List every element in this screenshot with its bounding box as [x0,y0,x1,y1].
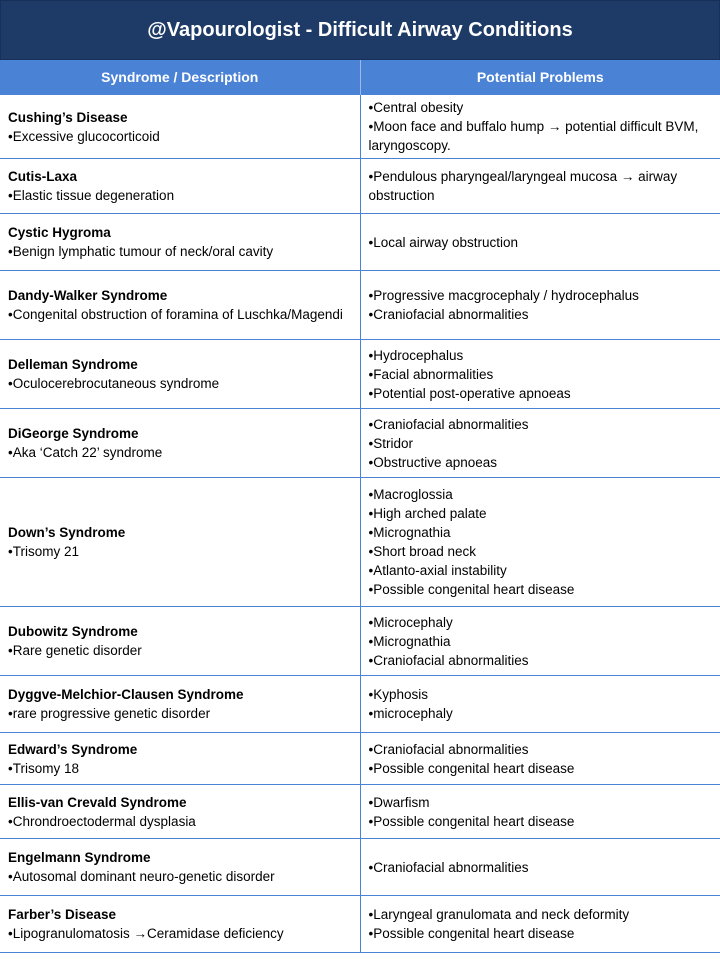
syndrome-cell [0,733,360,785]
table-row [0,214,720,271]
table-row [0,785,720,839]
syndrome-cell [0,271,360,340]
problem-item: •Potential post-operative apnoeas [368,385,571,401]
syndrome-description: •Rare genetic disorder [8,643,142,658]
table-row [0,607,720,676]
problems-cell [360,839,720,896]
problem-item: •Local airway obstruction [368,234,519,250]
problem-item: •Progressive macgrocephaly / hydrocephalus [368,288,639,303]
problem-item: •Atlanto-axial instability [368,563,507,578]
syndrome-description: •Trisomy 21 [8,544,79,559]
syndrome-cell [0,340,360,409]
syndrome-name: Down’s Syndrome [8,525,126,540]
problem-item: •Kyphosis [368,687,429,702]
problem-item: •Craniofacial abnormalities [368,416,529,432]
syndrome-name: Dubowitz Syndrome [8,624,138,639]
problem-item: •Craniofacial abnormalities [368,741,529,757]
syndrome-name: Cushing’s Disease [8,109,128,125]
problems-cell [360,409,720,478]
table-body [0,95,720,953]
table-row [0,95,720,159]
syndrome-name: Delleman Syndrome [8,357,138,372]
syndrome-cell [0,409,360,478]
problem-item: •Craniofacial abnormalities [368,652,529,668]
problem-item: •Possible congenital heart disease [368,760,575,776]
problem-item: •Possible congenital heart disease [368,582,575,597]
problem-item: •High arched palate [368,506,487,521]
table-row [0,159,720,214]
problem-item: •Facial abnormalities [368,366,494,382]
syndrome-description: •Aka ‘Catch 22’ syndrome [8,445,163,460]
problems-cell [360,785,720,839]
table-row [0,676,720,733]
problem-item: •Laryngeal granulomata and neck deformity [368,907,630,922]
syndrome-description: •Excessive glucocorticoid [8,128,160,144]
problems-cell [360,676,720,733]
syndrome-cell [0,839,360,896]
problem-item: •Central obesity [368,100,464,115]
problem-item: •microcephaly [368,706,453,721]
problems-cell [360,733,720,785]
syndrome-description: •Congenital obstruction of foramina of Luschka/Magendi [8,307,343,322]
syndrome-cell [0,214,360,271]
table-row [0,896,720,953]
syndrome-description: •Trisomy 18 [8,760,79,776]
syndrome-name: Engelmann Syndrome [8,850,151,865]
column-header-syndrome: Syndrome / Description [0,60,360,95]
table-row [0,733,720,785]
table-row [0,340,720,409]
problems-cell [360,95,720,159]
problems-cell [360,214,720,271]
syndrome-name: Dyggve-Melchior-Clausen Syndrome [8,687,244,702]
syndrome-name: Cutis-Laxa [8,169,78,184]
problem-item: •Stridor [368,435,413,451]
syndrome-cell [0,478,360,607]
problems-cell [360,271,720,340]
table-row [0,409,720,478]
problem-item: •Possible congenital heart disease [368,813,575,829]
problem-item: •Micrognathia [368,633,451,649]
syndrome-description: •Oculocerebrocutaneous syndrome [8,376,220,391]
problem-item: •Craniofacial abnormalities [368,307,529,322]
problem-item: •Possible congenital heart disease [368,926,575,941]
problems-cell [360,607,720,676]
column-header-problems: Potential Problems [360,60,720,95]
syndrome-name: Dandy-Walker Syndrome [8,288,168,303]
problems-cell [360,159,720,214]
syndrome-cell [0,896,360,953]
syndrome-name: Farber’s Disease [8,907,117,922]
syndrome-name: Edward’s Syndrome [8,741,138,757]
airway-conditions-table [0,60,720,953]
problem-item: •Short broad neck [368,544,477,559]
table-row [0,839,720,896]
problem-item: •Obstructive apnoeas [368,454,498,470]
syndrome-name: Cystic Hygroma [8,225,111,240]
syndrome-description: •rare progressive genetic disorder [8,706,211,721]
problems-cell [360,896,720,953]
syndrome-description: •Lipogranulomatosis →Ceramidase deficiency [8,926,284,941]
syndrome-name: Ellis-van Crevald Syndrome [8,794,187,810]
problem-item: •Pendulous pharyngeal/laryngeal mucosa → airway obstruction [368,169,678,203]
syndrome-description: •Autosomal dominant neuro-genetic disorder [8,869,275,884]
syndrome-description: •Chrondroectodermal dysplasia [8,813,196,829]
problem-item: •Hydrocephalus [368,347,464,363]
syndrome-cell [0,607,360,676]
table-header-row [0,60,720,95]
syndrome-description: •Benign lymphatic tumour of neck/oral cavity [8,244,274,259]
page-title: @Vapourologist - Difficult Airway Conditions [0,0,720,60]
syndrome-name: DiGeorge Syndrome [8,426,139,441]
syndrome-description: •Elastic tissue degeneration [8,188,175,203]
syndrome-cell [0,95,360,159]
problem-item: •Micrognathia [368,525,451,540]
problem-item: •Moon face and buffalo hump → potential difficult BVM, laryngoscopy. [368,119,699,153]
table-row [0,478,720,607]
table-row [0,271,720,340]
problem-item: •Dwarfism [368,794,430,810]
problem-item: •Macroglossia [368,487,453,502]
problems-cell [360,478,720,607]
syndrome-cell [0,159,360,214]
problem-item: •Craniofacial abnormalities [368,859,529,875]
syndrome-cell [0,785,360,839]
problems-cell [360,340,720,409]
problem-item: •Microcephaly [368,614,453,630]
syndrome-cell [0,676,360,733]
